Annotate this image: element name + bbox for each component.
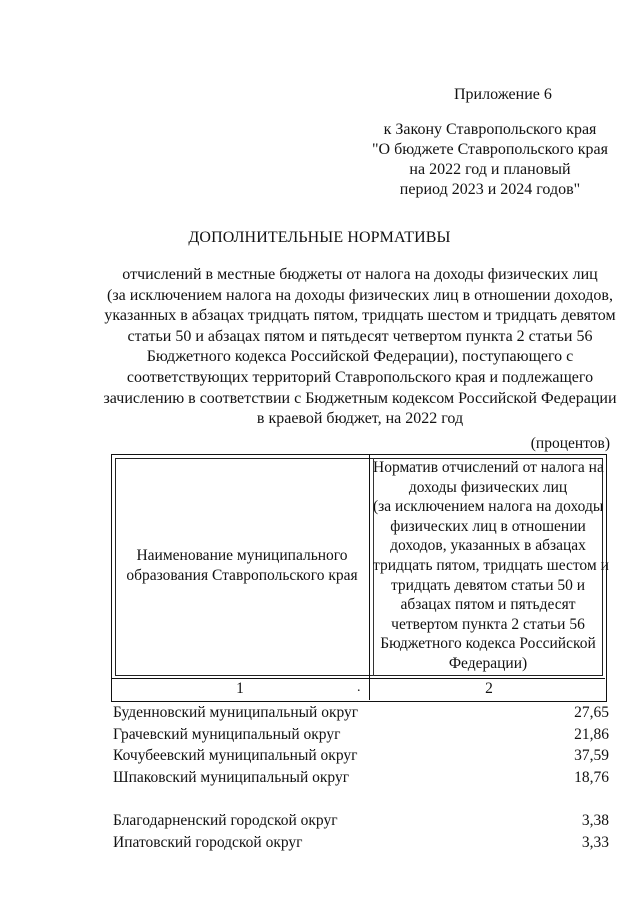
law-line: период 2023 и 2024 годов" (399, 181, 581, 198)
rate-value: 27,65 (574, 704, 609, 721)
table-row (113, 767, 609, 789)
subtitle-line: Бюджетного кодекса Российской Федерации), поступающего с (146, 348, 574, 366)
table-row (113, 702, 609, 724)
header-line: Норматив отчислений от налога на (373, 459, 604, 476)
rate-value: 21,86 (574, 725, 609, 743)
header-line: (за исключением налога на доходы (373, 498, 604, 516)
column-divider (369, 454, 370, 700)
header-line: Бюджетного кодекса Российской (380, 635, 596, 653)
municipality-name: Буденновский муниципальный округ (113, 704, 359, 721)
header-line: доходов, указанных в абзацах (390, 537, 586, 555)
subtitle-line: отчислений в местные бюджеты от налога на доходы физических лиц (122, 266, 598, 283)
header-line: абзацах пятом и пятьдесят (400, 596, 576, 614)
municipality-name: Шпаковский муниципальный округ (113, 768, 350, 786)
municipality-name: Ипатовский городской округ (113, 833, 303, 851)
table-body (113, 702, 609, 853)
document-title: ДОПОЛНИТЕЛЬНЫЕ НОРМАТИВЫ (188, 229, 451, 246)
subtitle-line: указанных в абзацах тридцать пятом, тридцать шестом и тридцать девятом (104, 307, 616, 325)
column-number-2: 2 (485, 680, 493, 697)
table-row (113, 745, 609, 767)
law-reference (340, 120, 639, 200)
column-number-1: 1 (236, 680, 244, 697)
law-line: "О бюджете Ставропольского края (372, 141, 608, 158)
dot-mark: . (357, 680, 361, 695)
header-line: четвертом пункта 2 статьи 56 (391, 615, 585, 633)
header-line: физических лиц в отношении (390, 517, 586, 535)
rate-value: 37,59 (574, 747, 609, 765)
group-spacer (113, 788, 609, 810)
rate-value: 3,33 (581, 833, 609, 851)
subtitle-line: зачислению в соответствии с Бюджетным кодексом Российской Федерации (103, 389, 617, 407)
row-divider (111, 678, 605, 679)
header-line: доходы физических лиц (408, 478, 568, 496)
header-line: Наименование муниципального (136, 547, 348, 564)
municipality-name: Благодарненский городской округ (113, 811, 338, 829)
header-line: тридцать пятом, тридцать шестом и (373, 556, 609, 574)
units-label: (процентов) (530, 435, 610, 452)
header-line: тридцать девятом статьи 50 и (390, 576, 586, 594)
header-line: Федерации) (448, 654, 528, 672)
subtitle-line: соответствующих территорий Ставропольского края и подлежащего (126, 368, 594, 386)
law-line: на 2022 год и плановый (409, 161, 571, 178)
subtitle-line: в краевой бюджет, на 2022 год (256, 410, 464, 428)
table-header (111, 454, 607, 702)
table-row (113, 724, 609, 746)
municipality-name: Грачевский муниципальный округ (113, 725, 341, 743)
table-row (113, 810, 609, 832)
appendix-label: Приложение 6 (454, 86, 552, 103)
subtitle-line: (за исключением налога на доходы физических лиц в отношении доходов, (107, 286, 613, 304)
subtitle-line: статьи 50 и абзацах пятом и пятьдесят четвертом пункта 2 статьи 56 (127, 327, 593, 345)
municipality-name: Кочубеевский муниципальный округ (113, 747, 358, 765)
table-row (113, 832, 609, 854)
header-line: образования Ставропольского края (126, 567, 358, 584)
column-header-name (115, 458, 369, 674)
rate-value: 3,38 (581, 811, 609, 829)
rate-value: 18,76 (574, 768, 609, 786)
document-subtitle (100, 265, 620, 430)
column-header-rate (373, 458, 609, 674)
law-line: к Закону Ставропольского края (383, 121, 597, 138)
